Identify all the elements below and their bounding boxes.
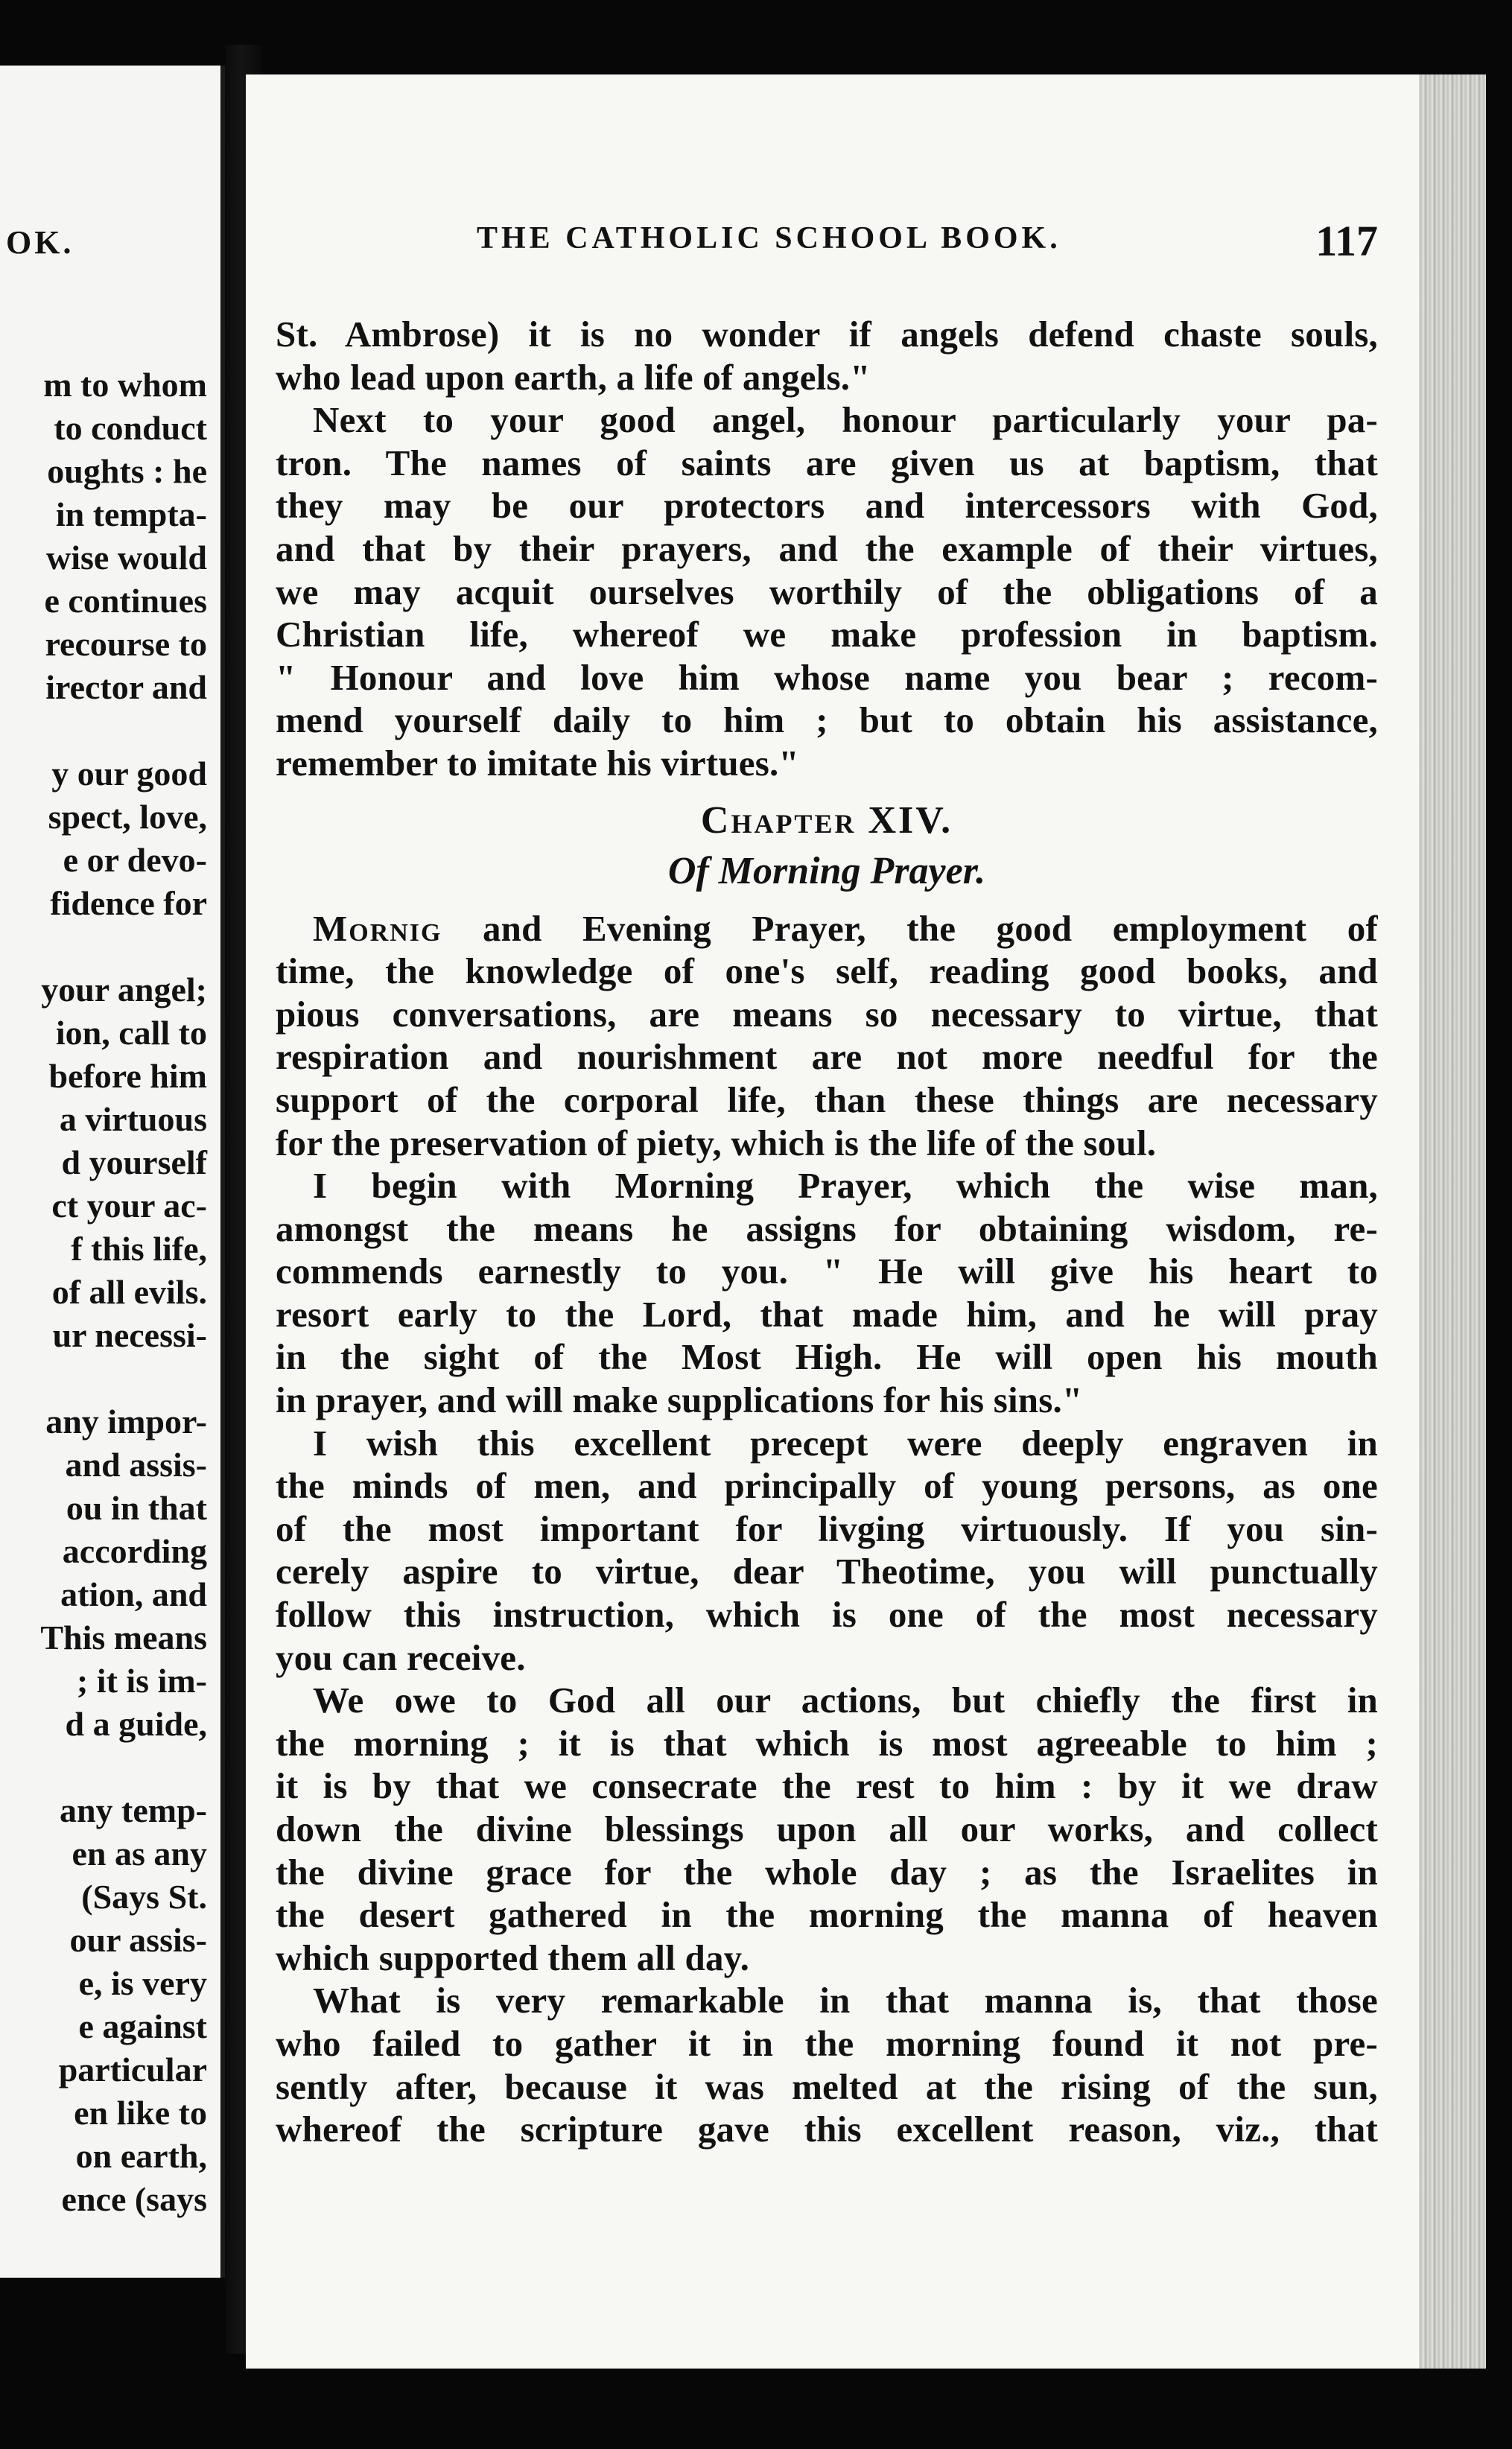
left-line: y our good bbox=[51, 755, 207, 792]
left-line: spect, love, bbox=[48, 798, 207, 836]
text-line: it is by that we consecrate the rest to him : by it we draw bbox=[276, 1765, 1378, 1807]
text-line: the desert gathered in the morning the manna of heaven bbox=[276, 1894, 1378, 1936]
text-line: I begin with Morning Prayer, which the wise man, bbox=[313, 1165, 1378, 1207]
chapter-title: Chapter XIV. bbox=[700, 798, 953, 842]
left-line: irector and bbox=[45, 668, 207, 706]
left-line: according bbox=[62, 1532, 207, 1570]
left-line: en like to bbox=[74, 2094, 207, 2132]
left-line: e against bbox=[78, 2007, 207, 2045]
left-line: to conduct bbox=[54, 409, 207, 447]
left-line: a virtuous bbox=[59, 1100, 207, 1138]
page-number: 117 bbox=[1315, 217, 1378, 265]
left-line: before him bbox=[48, 1057, 207, 1095]
left-line: any temp- bbox=[59, 1791, 207, 1829]
text-line: St. Ambrose) it is no wonder if angels defend chaste souls, bbox=[276, 314, 1378, 355]
left-line: d a guide, bbox=[65, 1705, 207, 1743]
text-line: the morning ; it is that which is most agreeable to him ; bbox=[276, 1722, 1378, 1764]
left-line: wise would bbox=[46, 539, 207, 576]
left-running-head: OK. bbox=[6, 224, 74, 261]
left-paragraph-gap bbox=[0, 1357, 207, 1400]
left-line: e or devo- bbox=[63, 841, 207, 879]
text-line: respiration and nourishment are not more needful for the bbox=[276, 1036, 1378, 1078]
left-paragraph-gap bbox=[0, 1746, 207, 1789]
left-text-column bbox=[0, 363, 207, 2221]
left-paragraph-gap bbox=[0, 925, 207, 968]
left-line: ; it is im- bbox=[76, 1662, 207, 1700]
right-page bbox=[246, 74, 1486, 2369]
text-line: cerely aspire to virtue, dear Theotime, you will punctually bbox=[276, 1551, 1378, 1592]
left-line: our assis- bbox=[69, 1921, 207, 1959]
text-line: they may be our protectors and intercessors with God, bbox=[276, 485, 1378, 527]
left-line: your angel; bbox=[41, 971, 207, 1008]
left-line: recourse to bbox=[45, 625, 207, 663]
left-line: ur necessi- bbox=[52, 1316, 207, 1354]
text-line: support of the corporal life, than these things are necessary bbox=[276, 1079, 1378, 1120]
text-line: down the divine blessings upon all our works, and collect bbox=[276, 1808, 1378, 1849]
text-line: of the most important for livging virtuously. If you sin- bbox=[276, 1508, 1378, 1549]
text-line: the divine grace for the whole day ; as the Israelites in bbox=[276, 1851, 1378, 1893]
text-line: resort early to the Lord, that made him, and he will pray bbox=[276, 1293, 1378, 1335]
left-line: ou in that bbox=[66, 1489, 207, 1527]
text-line: tron. The names of saints are given us at baptism, that bbox=[276, 442, 1378, 483]
left-line: e, is very bbox=[78, 1964, 207, 2002]
left-line: and assis- bbox=[65, 1446, 207, 1484]
text-line: and that by their prayers, and the example of their virtues, bbox=[276, 527, 1378, 569]
text-line: What is very remarkable in that manna is, that those bbox=[313, 1980, 1378, 2021]
left-line: d yourself bbox=[61, 1143, 207, 1181]
left-line: ation, and bbox=[60, 1575, 207, 1613]
text-line: commends earnestly to you. " He will give his heart to bbox=[276, 1251, 1378, 1292]
text-line: We owe to God all our actions, but chiefly the first in bbox=[313, 1680, 1378, 1721]
text-line: who failed to gather it in the morning found it not pre- bbox=[276, 2022, 1378, 2064]
running-title: THE CATHOLIC SCHOOL BOOK. bbox=[477, 221, 1061, 255]
text-line: I wish this excellent precept were deeply engraven in bbox=[313, 1422, 1378, 1464]
text-line: amongst the means he assigns for obtaining wisdom, re- bbox=[276, 1207, 1378, 1249]
left-line: oughts : he bbox=[47, 452, 207, 490]
text-line: remember to imitate his virtues." bbox=[276, 742, 799, 784]
text-line bbox=[276, 907, 1378, 950]
text-line: in the sight of the Most High. He will open his mouth bbox=[276, 1336, 1378, 1378]
page-edge-shading bbox=[1419, 74, 1486, 2369]
text-line: we may acquit ourselves worthily of the obligations of a bbox=[276, 571, 1378, 612]
opening-word: Mornig bbox=[313, 907, 442, 949]
left-line: any impor- bbox=[45, 1403, 207, 1441]
left-line: particular bbox=[58, 2051, 207, 2089]
text-line: who lead upon earth, a life of angels." bbox=[276, 356, 871, 398]
text-line: pious conversations, are means so necessary to virtue, that bbox=[276, 993, 1378, 1035]
left-line: of all evils. bbox=[51, 1273, 207, 1311]
left-line: in tempta- bbox=[55, 495, 207, 533]
left-page bbox=[0, 66, 225, 2278]
chapter-subtitle: Of Morning Prayer. bbox=[667, 849, 986, 892]
left-line: (Says St. bbox=[81, 1878, 207, 1916]
text-line: which supported them all day. bbox=[276, 1937, 750, 1978]
left-line: e continues bbox=[44, 582, 207, 620]
left-line: f this life, bbox=[71, 1230, 207, 1268]
running-head bbox=[477, 217, 1378, 268]
opening-line-rest: and Evening Prayer, the good employment of bbox=[442, 907, 1378, 949]
text-line: sently after, because it was melted at the rising of the sun, bbox=[276, 2065, 1378, 2107]
left-line: en as any bbox=[72, 1835, 207, 1873]
text-line: for the preservation of piety, which is the life of the soul. bbox=[276, 1122, 1157, 1163]
text-line: time, the knowledge of one's self, reading good books, and bbox=[276, 950, 1378, 992]
text-line: whereof the scripture gave this excellent reason, viz., that bbox=[276, 2109, 1378, 2150]
text-line: follow this instruction, which is one of the most necessary bbox=[276, 1594, 1378, 1636]
text-line: the minds of men, and principally of young persons, as one bbox=[276, 1465, 1378, 1507]
left-line: m to whom bbox=[43, 366, 207, 404]
text-line: Next to your good angel, honour particularly your pa- bbox=[313, 399, 1378, 441]
left-line: ence (says bbox=[61, 2180, 207, 2218]
left-line: ion, call to bbox=[55, 1014, 207, 1052]
text-line: " Honour and love him whose name you bear ; recom- bbox=[276, 656, 1378, 698]
left-paragraph-gap bbox=[0, 709, 207, 752]
left-line: This means bbox=[40, 1619, 207, 1657]
body-text bbox=[276, 313, 1378, 2151]
left-line: fidence for bbox=[50, 884, 207, 922]
text-line: Christian life, whereof we make profession in baptism. bbox=[276, 614, 1378, 655]
left-line: ct your ac- bbox=[51, 1187, 207, 1224]
left-line: on earth, bbox=[75, 2137, 207, 2175]
text-line: you can receive. bbox=[276, 1636, 526, 1678]
text-line: mend yourself daily to him ; but to obtain his assistance, bbox=[276, 699, 1378, 741]
text-line: in prayer, and will make supplications for his sins." bbox=[276, 1379, 1083, 1421]
